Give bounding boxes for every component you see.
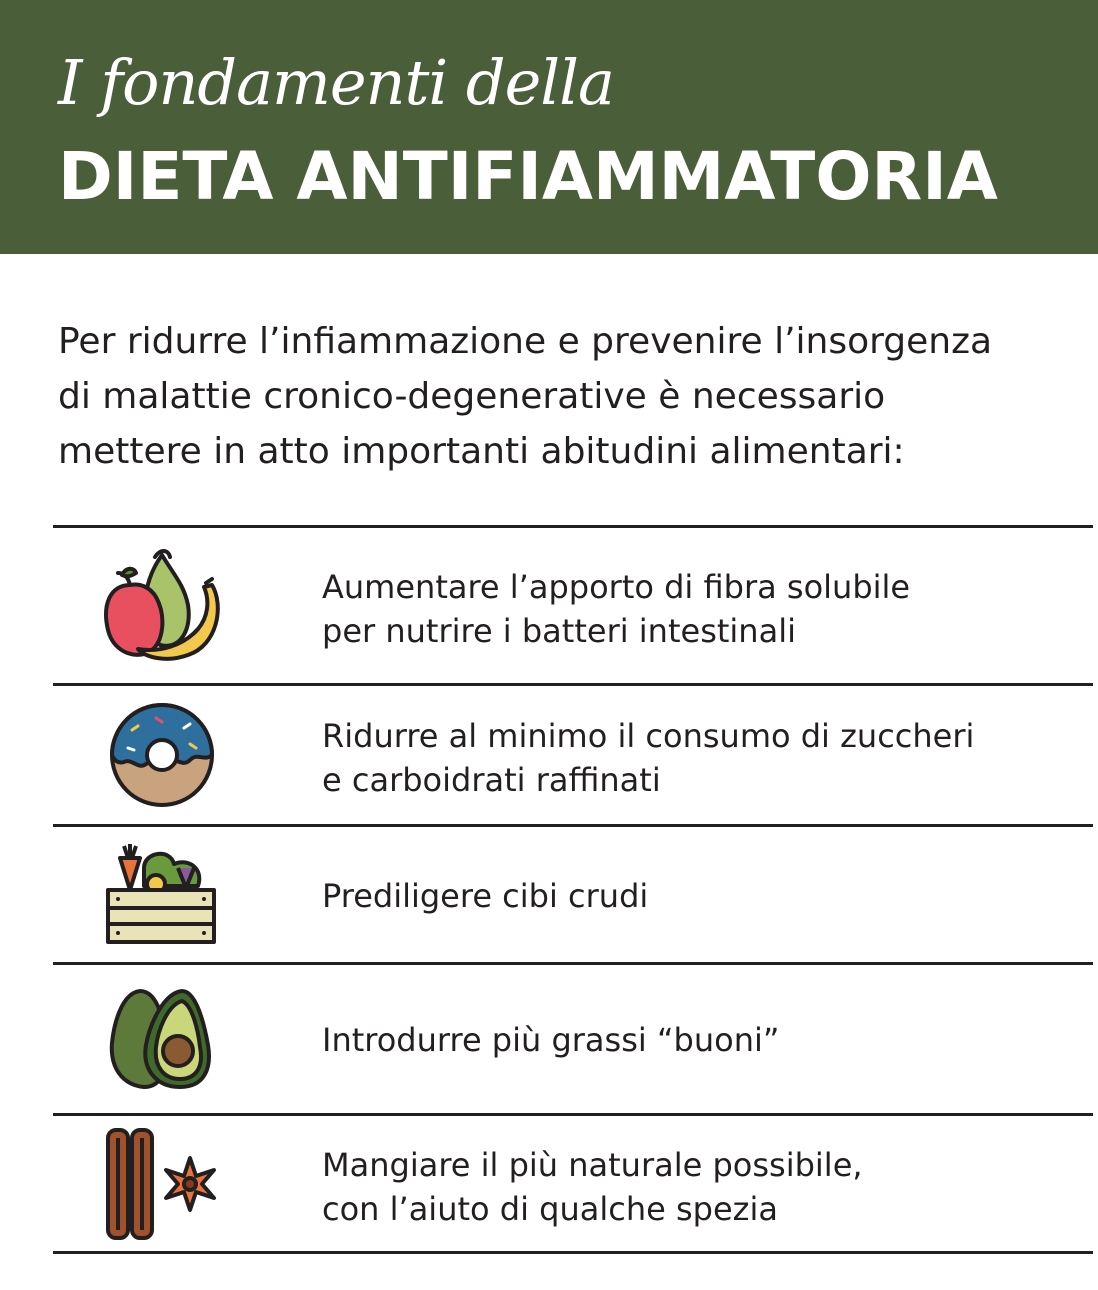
item-text: Aumentare l’apporto di fibra solubile bbox=[322, 568, 911, 606]
donut-icon bbox=[100, 700, 225, 810]
intro-paragraph bbox=[58, 314, 1078, 479]
divider bbox=[53, 1251, 1093, 1254]
fruit-icon bbox=[100, 545, 225, 670]
intro-line: mettere in atto importanti abitudini alimentari: bbox=[58, 431, 905, 472]
item-text: con l’aiuto di qualche spezia bbox=[322, 1190, 778, 1228]
item-text: Mangiare il più naturale possibile, bbox=[322, 1146, 863, 1184]
item-text: Introdurre più grassi “buoni” bbox=[322, 1021, 780, 1059]
divider bbox=[53, 525, 1093, 528]
header-banner bbox=[0, 0, 1098, 254]
intro-line: di malattie cronico-degenerative è necessario bbox=[58, 376, 886, 417]
item-text: Prediligere cibi crudi bbox=[322, 877, 649, 915]
divider bbox=[53, 1113, 1093, 1116]
script-title: I fondamenti della bbox=[58, 46, 614, 119]
item-text: per nutrire i batteri intestinali bbox=[322, 612, 796, 650]
vegetable-crate-icon bbox=[100, 838, 225, 948]
divider bbox=[53, 683, 1093, 686]
intro-line: Per ridurre l’infiammazione e prevenire l’insorgenza bbox=[58, 321, 993, 362]
avocado-icon bbox=[100, 983, 225, 1093]
divider bbox=[53, 824, 1093, 827]
divider bbox=[53, 962, 1093, 965]
item-text: Ridurre al minimo il consumo di zuccheri bbox=[322, 717, 975, 755]
main-title: DIETA ANTIFIAMMATORIA bbox=[58, 138, 998, 215]
item-text: e carboidrati raffinati bbox=[322, 761, 661, 799]
spices-icon bbox=[100, 1124, 225, 1244]
